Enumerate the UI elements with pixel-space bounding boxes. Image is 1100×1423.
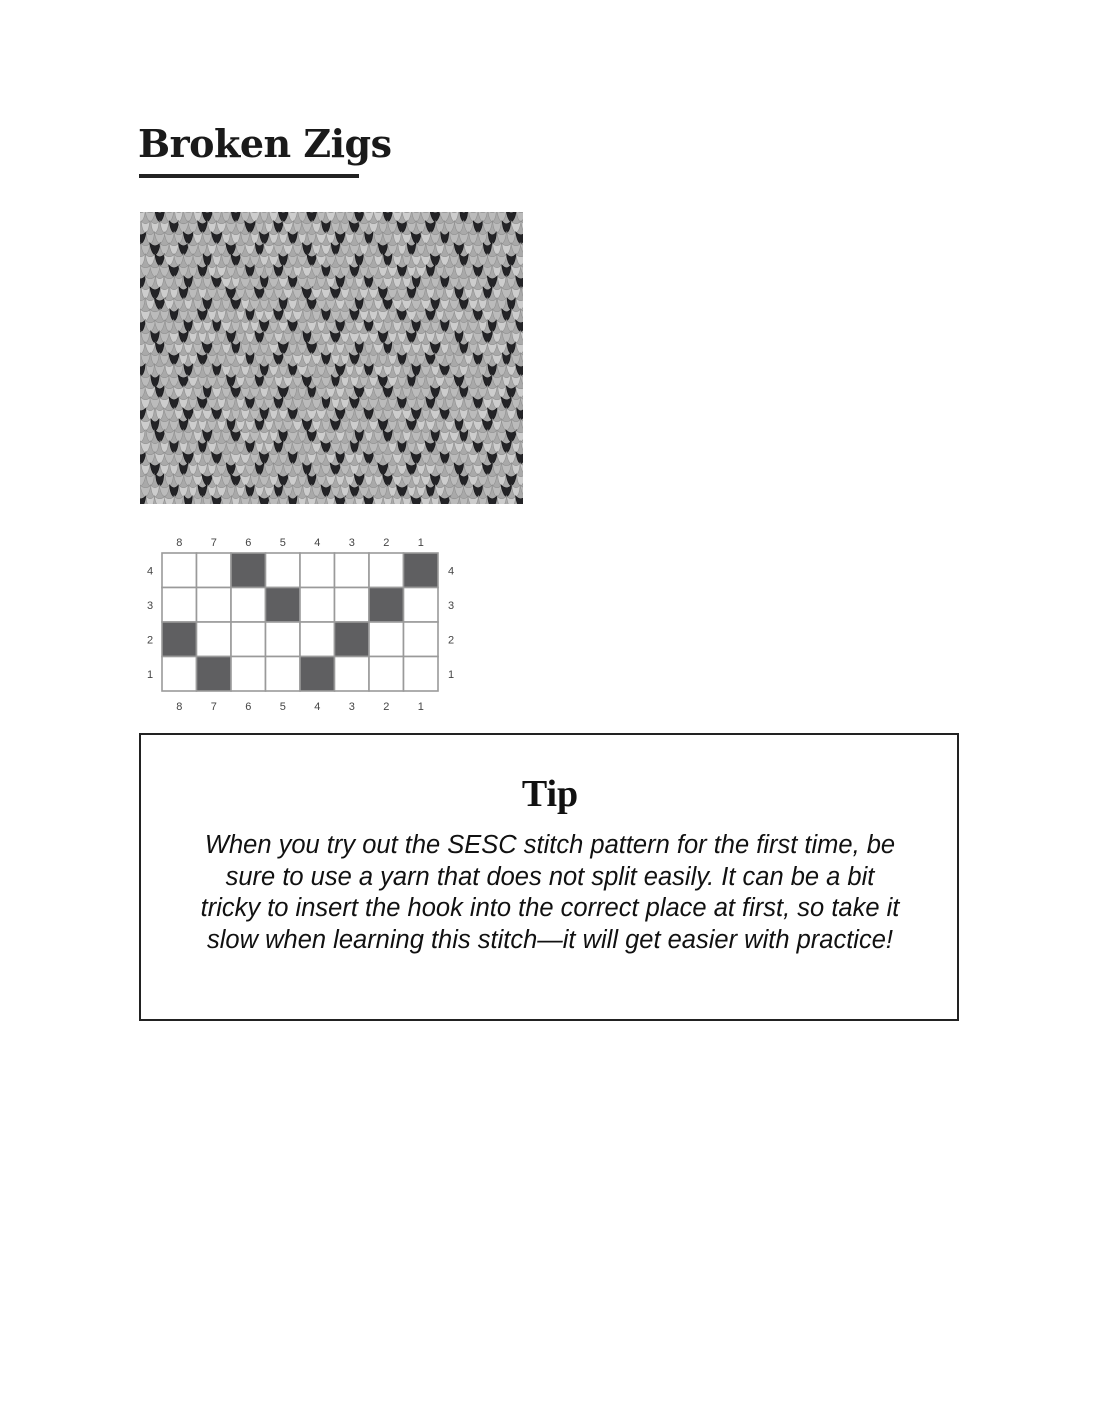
chart-cell-filled	[231, 553, 266, 588]
chart-cell	[197, 553, 232, 588]
chart-cell-filled	[197, 657, 232, 692]
tip-line: sure to use a yarn that does not split easily. It can be a bit	[225, 862, 875, 891]
chart-cell	[231, 588, 266, 623]
tip-line: slow when learning this stitch—it will get easier with practice!	[207, 925, 893, 954]
page-title: Broken Zigs	[138, 121, 392, 166]
row-label: 2	[146, 634, 154, 647]
chart-cell	[197, 622, 232, 657]
row-label: 4	[146, 565, 154, 578]
column-label: 2	[383, 537, 390, 549]
column-label: 2	[383, 701, 390, 713]
column-label: 7	[210, 537, 217, 549]
row-label: 3	[146, 599, 154, 612]
column-label: 4	[314, 701, 321, 713]
column-label: 3	[348, 701, 355, 713]
row-label: 3	[447, 599, 455, 612]
column-label: 8	[176, 537, 183, 549]
tip-text	[160, 830, 940, 956]
tip-heading: Tip	[521, 773, 579, 815]
knit-swatch-photo	[140, 212, 523, 504]
column-label: 5	[279, 537, 286, 549]
column-label: 3	[348, 537, 355, 549]
chart-cell	[231, 657, 266, 692]
chart-cell-filled	[404, 553, 439, 588]
chart-cell	[404, 622, 439, 657]
chart-cell-filled	[162, 622, 197, 657]
row-label: 2	[447, 634, 455, 647]
chart-cell	[335, 553, 370, 588]
chart-cell	[266, 553, 301, 588]
column-label: 7	[210, 701, 217, 713]
chart-cell	[335, 657, 370, 692]
chart-cell	[369, 622, 404, 657]
chart-cell-filled	[300, 657, 335, 692]
row-label: 4	[447, 565, 455, 578]
chart-cell	[335, 588, 370, 623]
column-label: 6	[245, 537, 252, 549]
chart-cell	[266, 657, 301, 692]
chart-cell	[300, 622, 335, 657]
column-label: 8	[176, 701, 183, 713]
row-label: 1	[447, 668, 455, 681]
chart-cell	[404, 588, 439, 623]
column-label: 6	[245, 701, 252, 713]
chart-cell-filled	[369, 588, 404, 623]
column-label: 1	[417, 701, 424, 713]
chart-cell-filled	[335, 622, 370, 657]
chart-cell	[369, 553, 404, 588]
column-label: 1	[417, 537, 424, 549]
stitch-chart	[130, 530, 460, 715]
chart-cell	[266, 622, 301, 657]
chart-cell	[162, 588, 197, 623]
tip-line: When you try out the SESC stitch pattern for the first time, be	[204, 831, 896, 859]
chart-cell	[369, 657, 404, 692]
row-label: 1	[146, 668, 154, 681]
column-label: 5	[279, 701, 286, 713]
column-label: 4	[314, 537, 321, 549]
chart-cell	[197, 588, 232, 623]
chart-cell-filled	[266, 588, 301, 623]
title-underline	[139, 174, 359, 178]
chart-cell	[162, 657, 197, 692]
chart-cell	[300, 588, 335, 623]
chart-cell	[404, 657, 439, 692]
tip-line: tricky to insert the hook into the correct place at first, so take it	[200, 894, 900, 922]
chart-cell	[231, 622, 266, 657]
chart-cell	[162, 553, 197, 588]
chart-cell	[300, 553, 335, 588]
